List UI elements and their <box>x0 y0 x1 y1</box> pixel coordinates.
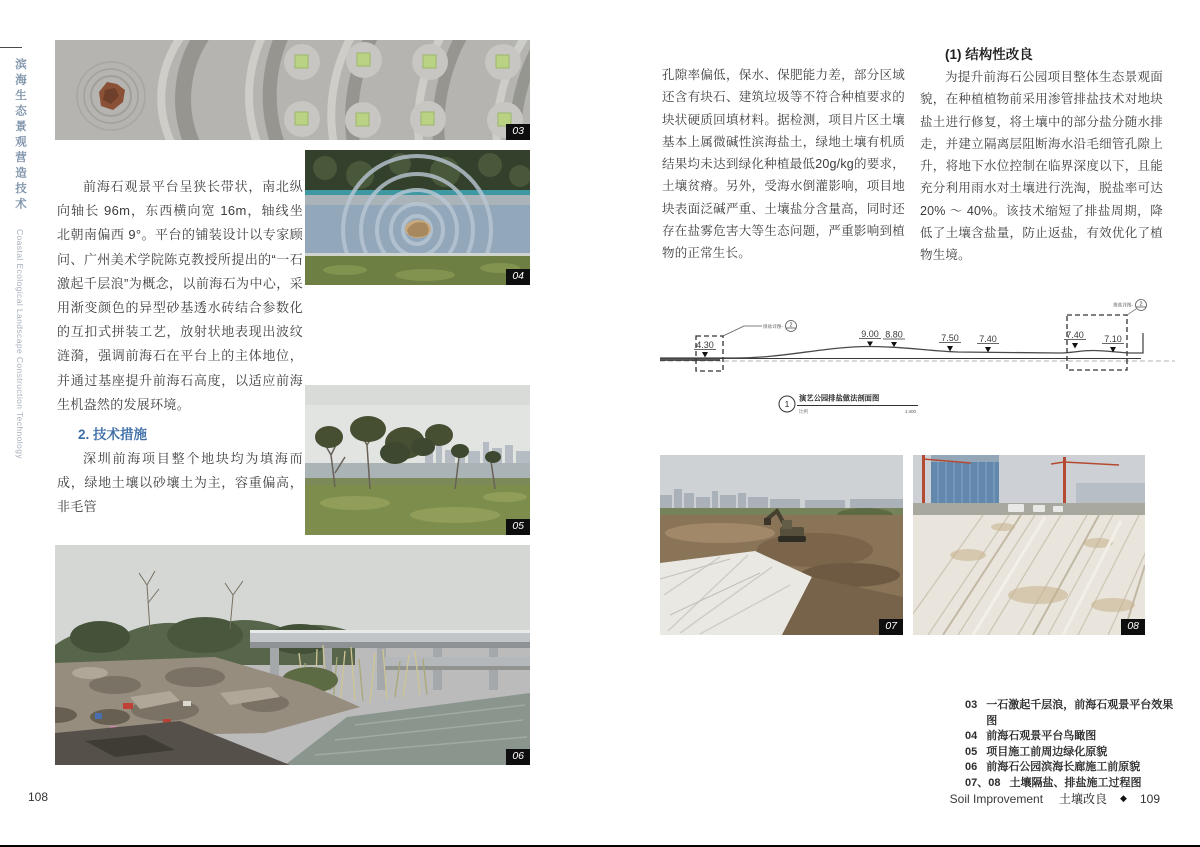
paragraph-soil-problems: 孔隙率偏低，保水、保肥能力差，部分区域还含有块石、建筑垃圾等不符合种植要求的块状硬质回填材料。据检测，项目片区土壤基本上属微碱性滨海盐土，绿地土壤有机质结果均未达到绿化种植最低20g/kg的要求，土壤贫瘠。另外，受海水倒灌影响，项目地块表面泛碱严重、土壤盐分含量高，同时还存在盐雾危害大等生态问题，严重影响到植物的正常生长。 <box>662 68 905 261</box>
diagram-caption-number: 1 <box>784 400 790 409</box>
figure-03-image <box>55 40 530 140</box>
detail-bubble-number-right: 2 <box>1139 301 1143 308</box>
footer-section-cn: 土壤改良 <box>1059 792 1108 806</box>
figure-04-platform-birdseye <box>305 150 530 285</box>
callout-label-left: 排盐详图- <box>763 324 783 329</box>
figure-04-image <box>305 150 530 285</box>
paragraph-soil-intro: 深圳前海项目整个地块均为填海而成，绿地土壤以砂壤土为主，容重偏高，非毛管 <box>57 451 303 515</box>
figure-05-image <box>305 385 530 535</box>
caption-number: 05 <box>965 745 978 758</box>
caption-text: 前海石观景平台鸟瞰图 <box>986 730 1097 743</box>
book-title-en: Coastal Ecological Landscape Construction Technology <box>15 229 25 460</box>
elevation-labels <box>696 329 1122 350</box>
diamond-icon: ◆ <box>1120 793 1127 803</box>
corner-rule <box>0 47 22 48</box>
diagram-caption-title: 演艺公园排盐做法剖面图 <box>799 393 880 403</box>
heading-structural-improvement: (1) 结构性改良 <box>945 47 1033 62</box>
figure-number-badge: 07 <box>879 619 903 635</box>
sidebar-vertical-title <box>11 58 29 618</box>
figure-03-paving-aerial <box>55 40 530 140</box>
svg-text:7.50: 7.50 <box>941 333 959 343</box>
diagram-caption <box>779 394 918 416</box>
paragraph-platform-design: 前海石观景平台呈狭长带状，南北纵向轴长 96m，东西横向宽 16m，轴线坐北朝南偏西 9°。平台的铺装设计以专家顾问、广州美术学院陈克教授所提出的“一石激起千层浪”为概念，以前海石为中心，采用渐变颜色的异型砂基透水砖结合参数化的互扣式拼装工艺，放射状地表现出波纹涟漪，强调前海石在平台上的主体地位，并通过基座提升前海石高度，以适应前海生机盎然的发展环境。 <box>57 179 303 412</box>
figure-06-shoreline-photo <box>55 545 530 765</box>
caption-text: 一石激起千层浪，前海石观景平台效果图 <box>986 699 1174 727</box>
figure-05-greenery-photo <box>305 385 530 535</box>
page-number-left: 108 <box>28 790 49 804</box>
figure-number-badge: 05 <box>506 519 530 535</box>
caption-number: 07、08 <box>965 776 1001 789</box>
paragraph-salt-drainage: 为提升前海石公园项目整体生态景观面貌，在种植植物前采用渗管排盐技术对地块盐土进行修复，将土壤中的部分盐分随水排走，并建立隔离层阻断海水沿毛细管孔隙上升，将地下水位控制在临界深度以下，且能充分利用雨水对土壤进行洗淘，脱盐率可达 20% ～ 40%。该技术缩短了排盐周期，降低了土壤含盐量，防止返盐，有效优化了植物生境。 <box>920 70 1163 263</box>
caption-row <box>965 729 1175 745</box>
caption-number: 03 <box>965 699 978 711</box>
svg-text:7.40: 7.40 <box>979 334 997 344</box>
elevation-markers <box>702 342 1116 358</box>
figure-07-construction-photo <box>660 455 903 635</box>
caption-row <box>965 698 1175 729</box>
figure-number-badge: 04 <box>506 269 530 285</box>
svg-text:8.80: 8.80 <box>885 329 903 340</box>
svg-text:7.10: 7.10 <box>1104 334 1122 344</box>
figure-07-image <box>660 455 903 635</box>
book-title-cn: 滨海生态景观营造技术 <box>14 58 26 213</box>
caption-text: 前海石公园滨海长廊施工前原貌 <box>986 761 1141 774</box>
svg-text:4.30: 4.30 <box>696 340 714 350</box>
caption-number: 04 <box>965 730 978 743</box>
caption-row <box>965 760 1175 776</box>
footer-section-en: Soil Improvement <box>949 791 1044 806</box>
qianhai-stone-top <box>405 220 431 238</box>
page-number-right: 109 <box>1139 791 1160 806</box>
caption-row <box>965 745 1175 761</box>
figure-number-badge: 06 <box>506 749 530 765</box>
distant-buildings <box>1076 483 1145 505</box>
callout-leader-right <box>1127 309 1136 315</box>
detail-bubble-number-left: 2 <box>789 322 793 329</box>
callout-label-right: 排盐详图- <box>1113 302 1133 308</box>
figure-08-geotextile-photo <box>913 455 1145 635</box>
svg-text:9.00: 9.00 <box>861 329 879 339</box>
caption-text: 项目施工前周边绿化原貌 <box>986 745 1108 758</box>
figure-caption-list <box>965 698 1175 792</box>
sea-band <box>305 463 530 480</box>
geotextile-fabric <box>913 515 1145 635</box>
caption-number: 06 <box>965 761 978 774</box>
figure-number-badge: 08 <box>1121 619 1145 635</box>
page-footer-right <box>950 790 1160 807</box>
svg-text:7.40: 7.40 <box>1066 330 1084 340</box>
figure-08-image <box>913 455 1145 635</box>
diagram-scale-value: 1:400 <box>905 409 916 414</box>
figure-number-badge: 03 <box>506 124 530 140</box>
salt-drainage-section-diagram <box>660 285 1175 425</box>
diagram-scale-label: 比例 <box>799 409 808 414</box>
caption-text: 土壤隔盐、排盐施工过程图 <box>1009 776 1142 789</box>
callout-leader-left <box>723 326 762 336</box>
section-heading-technical-measures: 2. 技术措施 <box>78 427 148 442</box>
figure-06-image <box>55 545 530 765</box>
